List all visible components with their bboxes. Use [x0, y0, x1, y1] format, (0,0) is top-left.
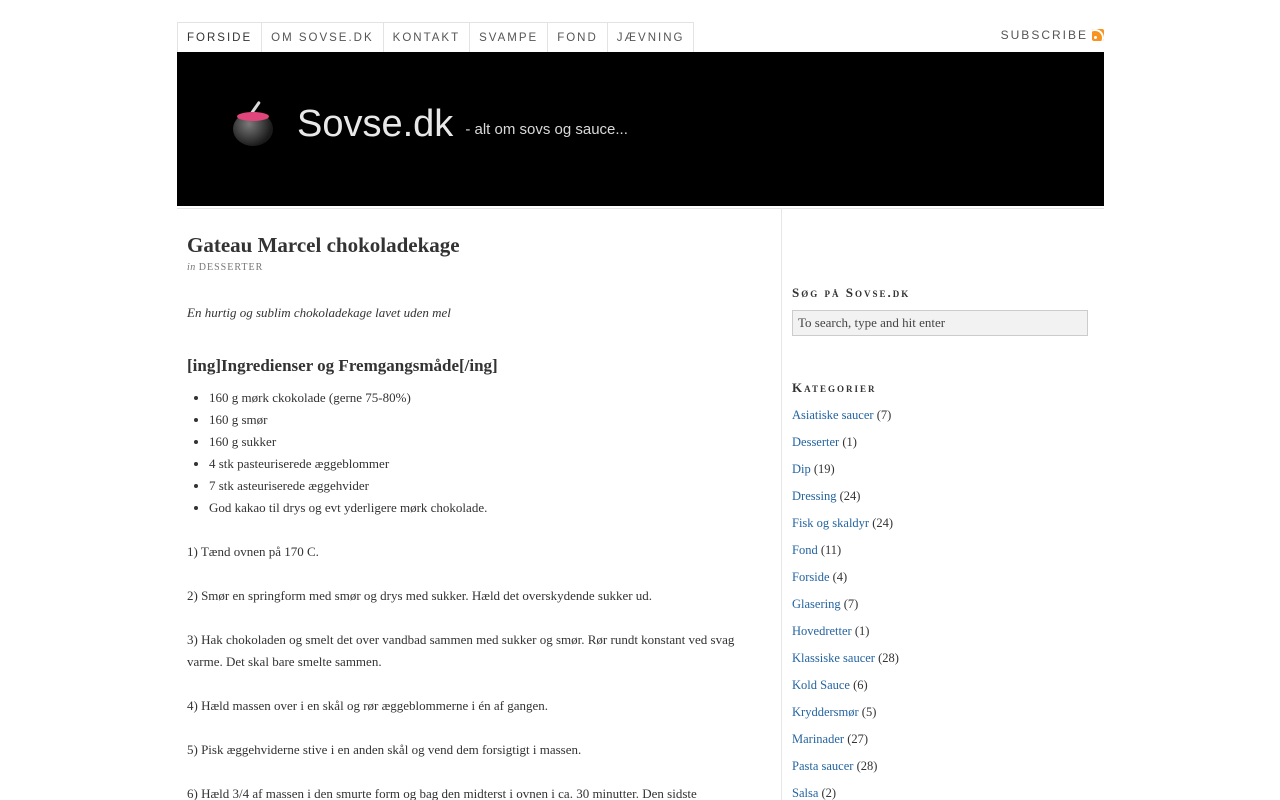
category-item — [792, 780, 1088, 800]
category-item — [792, 699, 1088, 726]
category-count: (2) — [821, 786, 837, 800]
category-link[interactable]: Hovedretter — [792, 624, 852, 638]
header-divider — [177, 208, 1104, 209]
category-link[interactable]: Dip — [792, 462, 811, 476]
category-link[interactable]: Fond — [792, 543, 818, 557]
column-divider — [781, 209, 782, 800]
category-count: (27) — [847, 732, 869, 746]
category-count: (4) — [832, 570, 848, 584]
subscribe-link[interactable] — [1001, 28, 1104, 42]
category-count: (24) — [839, 489, 861, 503]
category-link[interactable]: Marinader — [792, 732, 845, 746]
rss-icon[interactable] — [1092, 29, 1104, 41]
post-intro: En hurtig og sublim chokoladekage lavet uden mel — [187, 305, 451, 320]
category-item — [792, 618, 1088, 645]
category-link[interactable]: Salsa — [792, 786, 819, 800]
category-link[interactable]: Forside — [792, 570, 830, 584]
ingredients-list — [187, 387, 757, 519]
category-item — [792, 537, 1088, 564]
site-logo[interactable] — [229, 100, 628, 148]
post-meta-prefix: in — [187, 262, 196, 273]
category-item — [792, 726, 1088, 753]
category-link[interactable]: Asiatiske saucer — [792, 408, 874, 422]
category-count: (7) — [843, 597, 859, 611]
category-link[interactable]: Kryddersmør — [792, 705, 859, 719]
list-item: • 7 stk asteuriserede æggehvider — [209, 475, 757, 497]
category-item — [792, 510, 1088, 537]
list-item: • 160 g smør — [209, 409, 757, 431]
category-link[interactable]: Klassiske saucer — [792, 651, 875, 665]
post-category-link[interactable]: DESSERTER — [198, 262, 264, 273]
category-item — [792, 672, 1088, 699]
list-item: • 160 g sukker — [209, 431, 757, 453]
section-heading: [ing]Ingredienser og Fremgangsmåde[/ing] — [187, 356, 498, 375]
recipe-step: 6) Hæld 3/4 af massen i den smurte form og bag den midterst i ovnen i ca. 30 minutter. Den sidste — [187, 786, 697, 800]
category-count: (28) — [878, 651, 899, 665]
category-link[interactable]: Pasta saucer — [792, 759, 854, 773]
list-item: • God kakao til drys og evt yderligere mørk chokolade. — [209, 497, 757, 519]
sauce-pot-icon — [229, 100, 277, 148]
category-count: (5) — [861, 705, 877, 719]
nav-item-om-sovse[interactable]: OM SOVSE.DK — [261, 23, 383, 52]
categories-widget-title: Kategorier — [792, 380, 877, 395]
main-nav — [177, 22, 694, 52]
top-bar — [177, 22, 1104, 52]
nav-item-kontakt[interactable]: KONTAKT — [383, 23, 469, 52]
category-count: (6) — [853, 678, 868, 692]
recipe-step: 1) Tænd ovnen på 170 C. — [187, 544, 319, 559]
logo-tagline: - alt om sovs og sauce... — [465, 120, 628, 138]
category-link[interactable]: Kold Sauce — [792, 678, 850, 692]
category-item — [792, 645, 1088, 672]
list-item: • 4 stk pasteuriserede æggeblommer — [209, 453, 757, 475]
category-count: (1) — [842, 435, 857, 449]
category-item — [792, 402, 1088, 429]
category-item — [792, 429, 1088, 456]
category-count: (19) — [813, 462, 835, 476]
nav-item-jaevning[interactable]: JÆVNING — [607, 23, 694, 52]
category-count: (11) — [820, 543, 842, 557]
categories-list — [792, 402, 1088, 800]
sidebar — [792, 285, 1088, 800]
list-item: • 160 g mørk ckokolade (gerne 75-80%) — [209, 387, 757, 409]
recipe-step: 3) Hak chokoladen og smelt det over vandbad sammen med sukker og smør. Rør rundt konstant ved svag varme. Det skal bare smelte sammen. — [187, 632, 735, 669]
subscribe-label: SUBSCRIBE — [1000, 28, 1088, 42]
category-link[interactable]: Dressing — [792, 489, 837, 503]
category-item — [792, 483, 1088, 510]
category-count: (7) — [876, 408, 892, 422]
category-item — [792, 564, 1088, 591]
category-link[interactable]: Fisk og skaldyr — [792, 516, 870, 530]
post-content — [187, 230, 757, 800]
site-header — [177, 52, 1104, 206]
nav-item-svampe[interactable]: SVAMPE — [469, 23, 547, 52]
post-title[interactable]: Gateau Marcel chokoladekage — [187, 233, 460, 257]
post-meta — [187, 262, 757, 273]
recipe-step: 5) Pisk æggehviderne stive i en anden skål og vend dem forsigtigt i massen. — [187, 742, 582, 757]
recipe-step: 2) Smør en springform med smør og drys med sukker. Hæld det overskydende sukker ud. — [187, 588, 653, 603]
search-widget-title: Søg på Sovse.dk — [792, 285, 911, 300]
category-item — [792, 456, 1088, 483]
nav-item-fond[interactable]: FOND — [547, 23, 607, 52]
category-count: (28) — [856, 759, 878, 773]
nav-item-forside[interactable]: FORSIDE — [178, 23, 261, 52]
search-input[interactable] — [792, 310, 1088, 336]
category-link[interactable]: Desserter — [792, 435, 840, 449]
category-count: (1) — [854, 624, 870, 638]
category-item — [792, 591, 1088, 618]
category-count: (24) — [872, 516, 894, 530]
category-link[interactable]: Glasering — [792, 597, 841, 611]
recipe-step: 4) Hæld massen over i en skål og rør æggeblommerne i én af gangen. — [187, 698, 549, 713]
logo-text: Sovse.dk — [297, 102, 454, 145]
category-item — [792, 753, 1088, 780]
